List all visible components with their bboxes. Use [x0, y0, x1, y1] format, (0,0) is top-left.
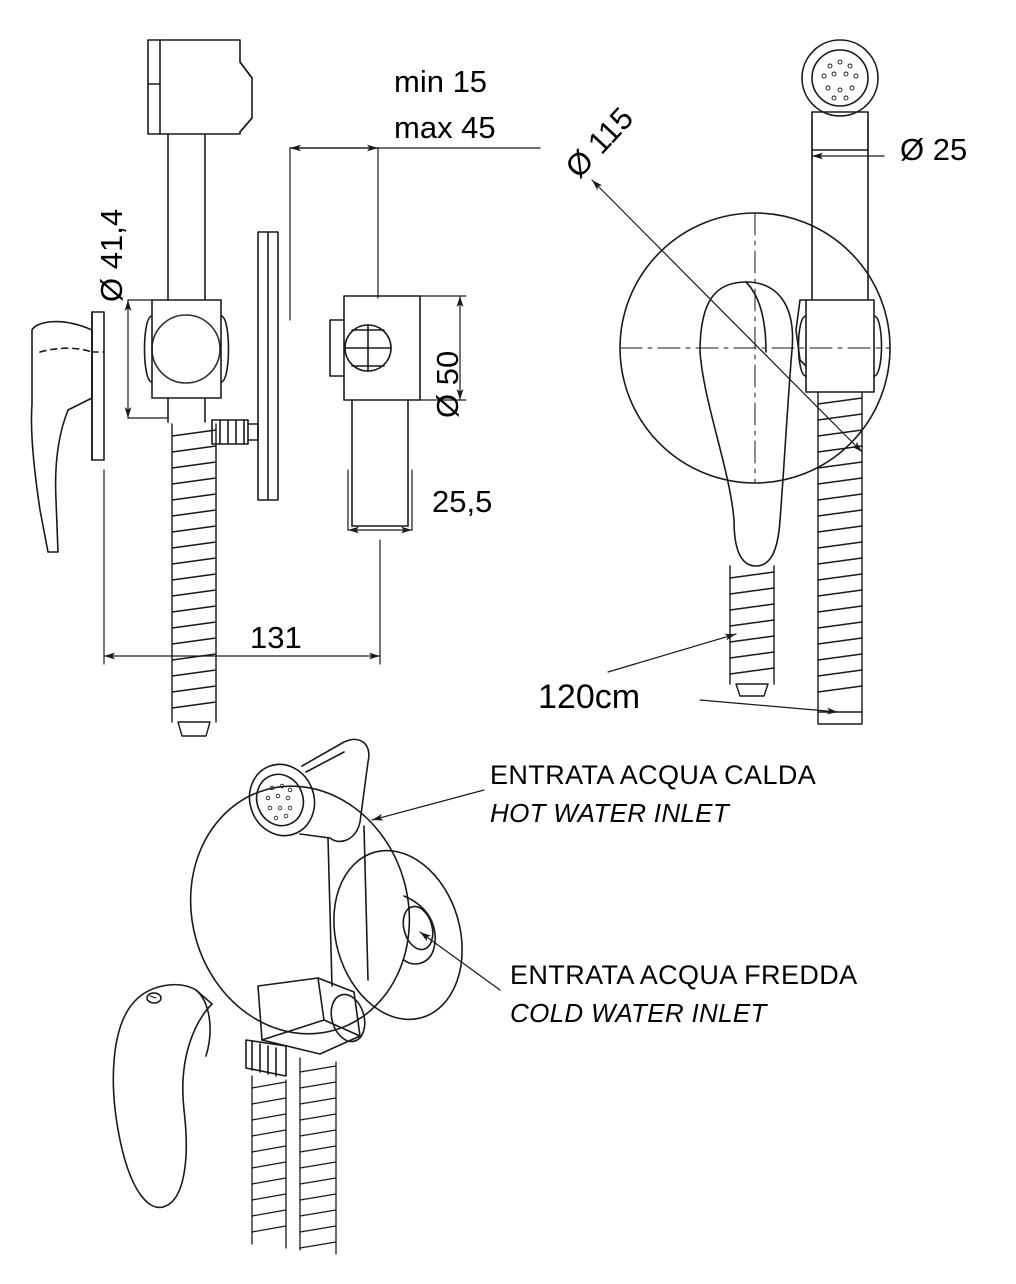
dim-diameter-115	[592, 180, 862, 452]
dim-label-min-15: min 15	[394, 64, 488, 99]
dim-label-25-5: 25,5	[432, 484, 493, 519]
front-elevation-geometry	[31, 40, 420, 736]
leader-hot-water	[372, 790, 484, 820]
dim-label-hose-length: 120cm	[538, 678, 641, 716]
side-elevation-geometry	[620, 40, 890, 724]
dim-131	[104, 470, 380, 664]
leader-cold-water	[420, 932, 500, 990]
callout-hot-water-english: HOT WATER INLET	[490, 798, 729, 828]
dim-25-5	[348, 470, 412, 530]
callout-hot-water-italian: ENTRATA ACQUA CALDA	[490, 760, 817, 790]
dim-label-diameter-115: Ø 115	[558, 100, 641, 185]
dim-min-max	[290, 148, 540, 320]
callout-cold-water-italian: ENTRATA ACQUA FREDDA	[510, 960, 858, 990]
dim-diameter-25	[812, 120, 884, 162]
dim-diameter-41-4	[128, 300, 168, 418]
callout-cold-water-english: COLD WATER INLET	[510, 998, 767, 1028]
dim-label-diameter-25: Ø 25	[900, 132, 968, 167]
dim-label-max-45: max 45	[394, 110, 496, 145]
dim-label-diameter-41-4: Ø 41,4	[94, 208, 129, 302]
dim-label-131: 131	[250, 620, 302, 655]
isometric-geometry	[113, 739, 481, 1254]
leader-120cm	[608, 634, 838, 712]
dim-label-diameter-50: Ø 50	[430, 350, 465, 418]
